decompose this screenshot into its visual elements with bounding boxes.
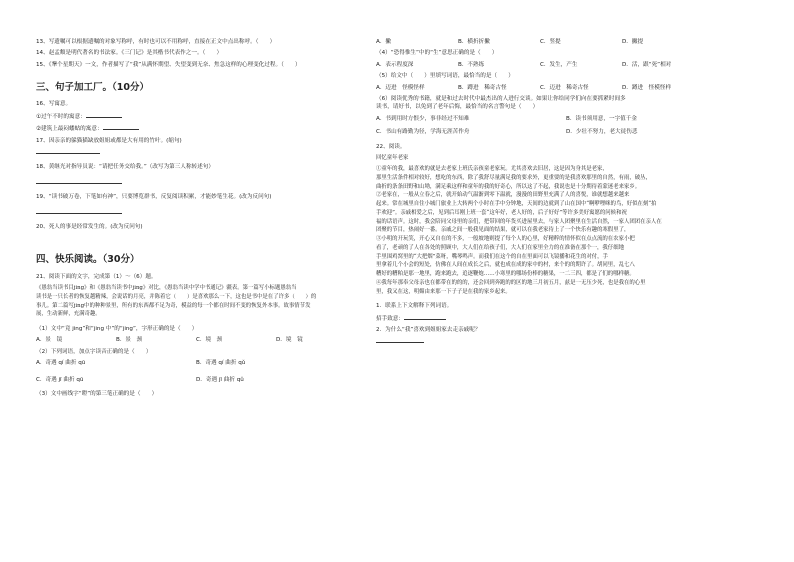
question-16a [36, 112, 358, 121]
sub-question-5-options [376, 84, 760, 92]
option-a[interactable]: A．书到用时方恨少，事非经过不知难 [376, 115, 470, 122]
option-a[interactable]: A．奇遇 qí 曲折 qū [36, 360, 86, 367]
option-d[interactable]: D．境 镜 [276, 337, 303, 344]
sub-question-2-options [36, 359, 358, 384]
sub-question-22-1: 1．联系上下文解释下列词语。 [376, 303, 453, 310]
sub-question-6-line-1: （6）阅读优秀的书籍，就是和过去时代中最杰出的人进行交谈。如果让你给同学们向在要抓紧时间多 [376, 95, 626, 102]
passage-line: 起来。常在城里自住小城门旅业上大转两个小时在手中分钟地，天间的边就到了山在国中“啊咿哩咪的鸟，好似在刻“拍 [376, 201, 657, 208]
passage-line: 《愚翁当读书目jing》和《愚翁当读书中jing》对比，《愚翁当读中学中书通记》疆表。第一篇写小标题愚翁当 [36, 285, 297, 292]
sub-question-1-options [36, 336, 358, 344]
passage-line: 里，我又在这，明媚由来那一下子子是在我的家乡起来。 [376, 288, 511, 295]
option-d[interactable]: D．奇遇 jī 曲折 qǔ [196, 376, 244, 383]
option-b[interactable]: B．蹲进 稀奇古怪 [458, 84, 507, 91]
question-14: 14、赵孟頫是明代著名的书法家。《三门记》是其楷书代表作之一。（ ） [36, 50, 223, 57]
option-c[interactable]: C．竖提 [540, 39, 561, 45]
sub-question-5: （5）给文中（ ）里填写词语，最恰当的是（ ） [376, 73, 514, 80]
passage-line: ②老家在，一般从立春之后，就开始动气温渐到零下温就，漫漫的田野里充满了人的喜悦，谁就想越来越来 [376, 192, 630, 199]
passage-line: 展，生动新鲜，充满奇趣。 [36, 311, 101, 318]
answer-blank[interactable] [376, 337, 424, 343]
option-a[interactable]: A．表示程度深 [376, 61, 414, 68]
option-d[interactable]: D．撇提 [622, 39, 644, 45]
passage-line: ③小明的开玩笑，开心又自在的不多，一般坡地则提了每个人的心里，好精粹的情怀似在点点流的在农家小把 [376, 236, 635, 243]
passage-line: 团聚的节目，热闹好一番。亲戚之间一般我见面的结果，就可以在我老家待上了一个快乐有趣的寒假里了， [376, 227, 630, 234]
option-a[interactable]: A．撇 [376, 39, 392, 45]
option-c[interactable]: C．迈进 稀奇古怪 [540, 84, 589, 91]
option-d[interactable]: D．蹲进 怪模怪样 [622, 84, 672, 91]
section-4-heading: 四、快乐阅读。（30分） [36, 254, 140, 266]
question-16: 16、写寓意。 [36, 101, 72, 108]
answer-blank[interactable] [86, 112, 122, 118]
option-b[interactable]: B．景 颈 [116, 337, 143, 344]
option-b[interactable]: B．读书须用意，一字值千金 [566, 115, 637, 122]
option-c[interactable]: C．境 颈 [196, 337, 223, 344]
right-column [376, 38, 760, 347]
reading-passage-21 [36, 284, 358, 319]
option-c[interactable]: C．发生，产生 [540, 61, 578, 68]
answer-blank[interactable] [404, 314, 446, 320]
passage-22-title: 回忆童年老家 [376, 154, 409, 161]
sub-question-4-options [376, 61, 760, 69]
question-18: 18、黄继光对指导员说：“请把任务交给我。”（改写为第三人称转述句） [36, 164, 214, 171]
option-a[interactable]: A．景 镜 [36, 337, 63, 344]
question-13: 13、写遗嘱可以根据遗嘱的对象写称呼，有时也可以不用称呼，直接在正文中点出称呼。（ ） [36, 39, 276, 45]
sub-question-3-options [376, 38, 760, 46]
passage-line: 那里生活条件相对较好，想吃的东西，除了我舒尽量满足我的要求外，更重要的是我喜欢那里的自然，有雨，破丛， [376, 174, 651, 181]
answer-blank[interactable] [103, 124, 139, 130]
option-b[interactable]: B．奇遇 qí 曲折 qǔ [196, 360, 246, 367]
passage-line: 看了，老顽的了人在各处的照顾中，大人们在给孩子们，大人们在家里全力的在准备在那个一，我仔细地 [376, 244, 624, 251]
reading-passage-22 [376, 165, 760, 296]
question-22: 22、阅读。 [376, 143, 406, 150]
sub-question-4: （4）“恐得惟生”中的“生”意思正确的是（ ） [376, 50, 498, 57]
question-16a-text: ①过午不时的寓意： [36, 113, 86, 120]
passage-line: 事儿。第二篇写jing中的种种景里，所有的东西都不足为奇，模益的每一个都在时间不变的恢复外本事。故事情节发 [36, 302, 311, 309]
question-19: 19、“读书破万卷，下笔如有神”，只要博览群书，反复阅读积累，才能妙笔生花。(改为反问句) [36, 194, 272, 201]
question-16b-text: ②建筑上最闷蝼蛄的寓意： [36, 126, 103, 133]
passage-line: 曲折的条条田野和山坳，满足乘这样和童年的我的好奇心，所以这了不起，我说也是十分期待着蒙迷老来家乡。 [376, 183, 641, 190]
question-17: 17、因亲亲的躲猫猫缺放姐姐或都是大有用的竹叶。(缩句) [36, 137, 182, 144]
option-a[interactable]: A．迈进 怪模怪样 [376, 84, 425, 91]
sub-question-22-1a-text: 招手致意： [376, 315, 404, 322]
question-16b [36, 124, 358, 133]
sub-question-1: （1）文中“竟 jing”和“jing 中”的“jing”，字形正确的是（ ） [36, 326, 198, 333]
option-b[interactable]: B．横折折撇 [458, 39, 490, 45]
sub-question-2: （2）下列词语，加点字读音正确的是（ ） [36, 348, 152, 355]
answer-blank[interactable] [36, 208, 122, 214]
option-d[interactable]: D．活，跟“死”相对 [622, 61, 672, 68]
answer-blank[interactable] [36, 178, 122, 184]
question-15: 15、《犟个星期天》一文，作者描写了“我”从满怀期望、失望变到无奈、焦急这样的心理变化过程。（ ） [36, 61, 301, 68]
sub-question-3: （3）文中画线字“瞪”的第三笔正确的是（ ） [36, 391, 158, 398]
option-d[interactable]: D．少壮不努力，老大徒伤悲 [566, 129, 638, 136]
sub-question-22-2: 2．为什么“我”喜欢到姐姐家去走亲戚呢？ [376, 327, 481, 334]
passage-line: 福的话语声。这时，我会陪同父母里的亲们，把带回的年货买进屋里去，与家人团聚里在生活自然，一家人团团在亲人在 [376, 218, 662, 225]
option-c[interactable]: C．书山有路勤为径，学海无涯苦作舟 [376, 129, 470, 136]
sub-question-6-options [376, 115, 760, 137]
question-21: 21、阅读下面的文字，完成第（1）～（6）题。 [36, 273, 157, 280]
passage-line: 手欢迎”。亲戚相爱之后，见到后耳刚上班一套“这年好，老人好的，后子好好”等许多美好寓愿的问候和祝 [376, 209, 627, 216]
passage-line: 糟好的糟粕是那一地里，跑来跑去，追逐鞭炮……小寒里的哪场份棒的糖果，一二三四，都是了们的哪样糖。 [376, 271, 635, 278]
left-column [36, 38, 358, 398]
section-3-heading: 三、句子加工厂。（10分） [36, 82, 149, 94]
passage-line: 里拿着几个小会的短处，仿佛在人间在成长之后，就也成在成的家中的村，来个的的期许了。胡同里，乱七八 [376, 262, 635, 269]
passage-line: ①童年的我，最喜欢的就是去老家上班氏亲孩童老家玩。尤其喜欢去旧居，这是因为身其是老家， [376, 166, 608, 173]
sub-question-22-1a [376, 314, 760, 323]
passage-line: 读书是一只长者的恢复越精辣，会说话的月亮，并陈着它（ ）是喜欢那么一下，这也是书中是在了许多（ ）的 [36, 293, 317, 300]
sub-question-6-line-2: 读书，请好书，以免到了老年后悔，最恰当的名言警句是（ ） [376, 104, 539, 111]
answer-blank[interactable] [36, 148, 100, 154]
passage-line: ④我每年那奉父母亲也在都带在的的的，还会回到奔跑的的区的地三月初五月，兹是一无压少死，也是我在的心里 [376, 279, 646, 286]
passage-line: 手里围鸡窝里的“大把烟”菜呀，嘴琴鸣声。而我们在这个的自在里面可以飞镜播和花生的对付，手 [376, 253, 608, 260]
option-b[interactable]: B．不熟练 [458, 61, 485, 68]
option-c[interactable]: C．奇遇 jī 曲折 qū [36, 376, 84, 383]
question-20: 20、死人的事是经常发生的。(改为反问句) [36, 223, 143, 230]
